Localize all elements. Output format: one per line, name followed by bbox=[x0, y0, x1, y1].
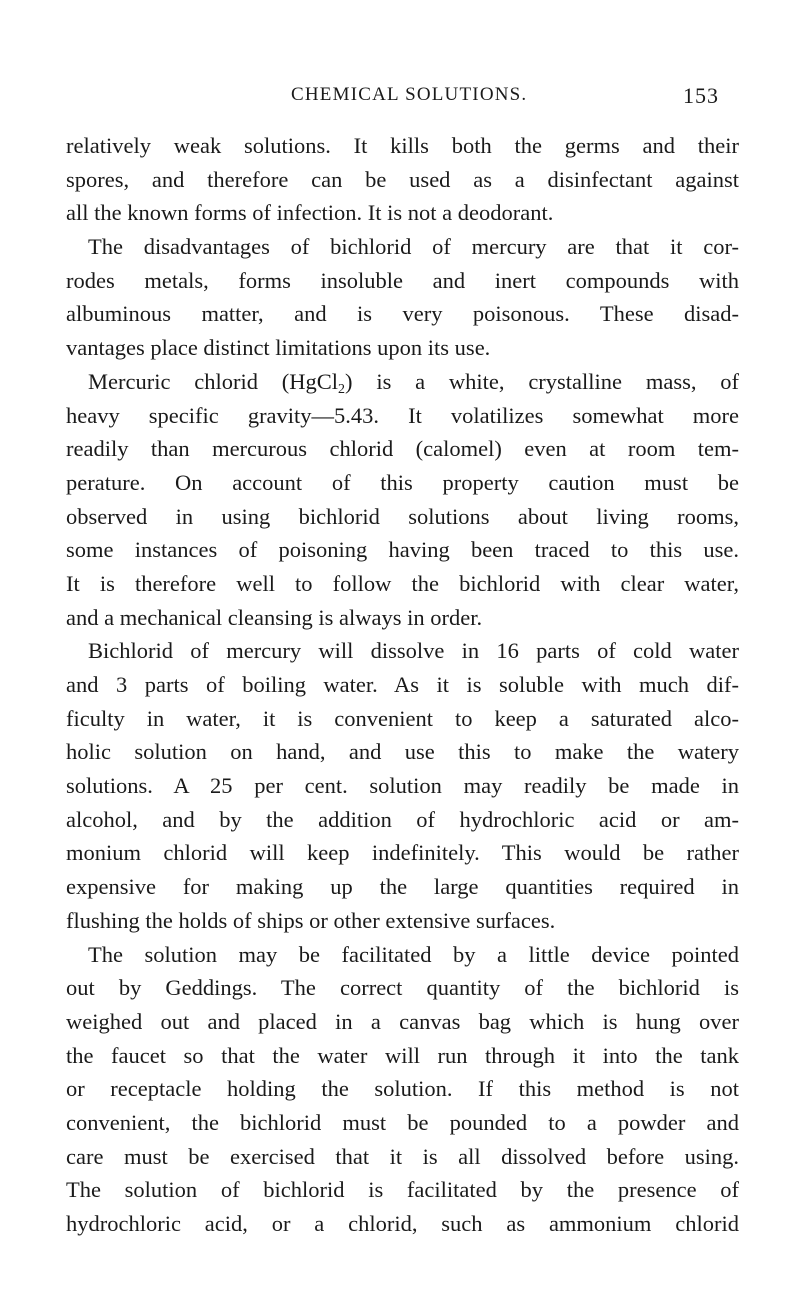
subscript: 2 bbox=[338, 381, 346, 397]
text-line: rodes metals, forms insoluble and inert compounds with bbox=[66, 267, 739, 293]
text-line: The solution of bichlorid is facilitated by the presence of bbox=[66, 1177, 739, 1203]
text-line: perature. On account of this property caution must be bbox=[66, 469, 739, 495]
text-line: The solution may be facilitated by a little device pointed bbox=[88, 941, 739, 967]
text-line: all the known forms of infection. It is not a deodorant. bbox=[66, 200, 554, 226]
text-line: and a mechanical cleansing is always in order. bbox=[66, 604, 483, 630]
text-line: spores, and therefore can be used as a disinfectant against bbox=[66, 166, 739, 192]
text-fragment: Mercuric chlorid (HgCl bbox=[88, 368, 339, 394]
text-line: It is therefore well to follow the bichlorid with clear water, bbox=[66, 570, 739, 596]
text-line: observed in using bichlorid solutions about living rooms, bbox=[66, 503, 739, 529]
text-line: Bichlorid of mercury will dissolve in 16 parts of cold water bbox=[88, 638, 739, 664]
text-line: alcohol, and by the addition of hydrochloric acid or am- bbox=[66, 806, 739, 832]
text-line: the faucet so that the water will run through it into the tank bbox=[66, 1042, 739, 1068]
text-line: albuminous matter, and is very poisonous. These disad- bbox=[66, 301, 739, 327]
text-line: solutions. A 25 per cent. solution may readily be made in bbox=[66, 773, 739, 799]
page-number: 153 bbox=[683, 83, 719, 108]
text-line: out by Geddings. The correct quantity of the bichlorid is bbox=[66, 975, 739, 1001]
text-fragment: ) is a white, crystalline mass, of bbox=[345, 368, 739, 394]
text-line: holic solution on hand, and use this to make the watery bbox=[66, 739, 739, 765]
running-title: CHEMICAL SOLUTIONS. bbox=[291, 84, 528, 105]
text-line: some instances of poisoning having been traced to this use. bbox=[66, 537, 739, 563]
text-line: or receptacle holding the solution. If this method is not bbox=[66, 1076, 739, 1102]
text-line: monium chlorid will keep indefinitely. This would be rather bbox=[66, 840, 739, 866]
text-line: weighed out and placed in a canvas bag which is hung over bbox=[66, 1008, 739, 1034]
text-line: care must be exercised that it is all dissolved before using. bbox=[66, 1143, 739, 1169]
text-line: and 3 parts of boiling water. As it is soluble with much dif- bbox=[66, 672, 739, 697]
text-line: heavy specific gravity—5.43. It volatilizes somewhat more bbox=[66, 402, 739, 428]
text-line: hydrochloric acid, or a chlorid, such as ammonium chlorid bbox=[66, 1211, 739, 1236]
text-line-formula bbox=[66, 365, 739, 399]
text-line: relatively weak solutions. It kills both the germs and their bbox=[66, 133, 739, 158]
text-line: flushing the holds of ships or other extensive surfaces. bbox=[66, 907, 556, 933]
text-line: vantages place distinct limitations upon its use. bbox=[66, 335, 491, 361]
text-line: ficulty in water, it is convenient to keep a saturated alco- bbox=[66, 705, 739, 731]
running-head bbox=[0, 84, 801, 110]
text-line: expensive for making up the large quantities required in bbox=[66, 874, 739, 900]
text-line: The disadvantages of bichlorid of mercury are that it cor- bbox=[88, 234, 739, 260]
text-line: readily than mercurous chlorid (calomel) even at room tem- bbox=[66, 436, 739, 462]
text-line: convenient, the bichlorid must be pounded to a powder and bbox=[66, 1109, 739, 1135]
body-text bbox=[66, 129, 739, 1241]
